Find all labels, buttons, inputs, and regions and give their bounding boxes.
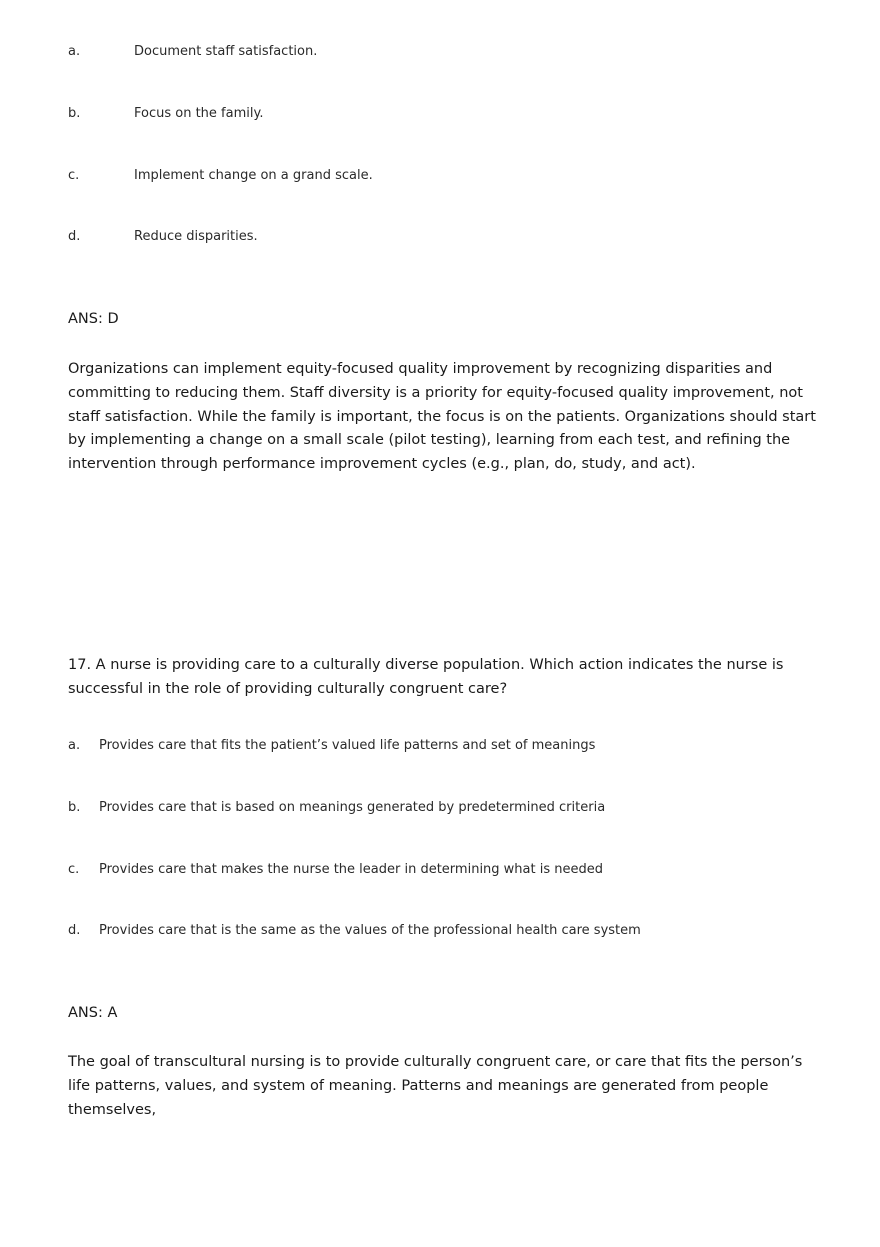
option-letter: a. [68, 738, 81, 753]
option-letter: c. [68, 168, 80, 183]
option-text: Focus on the family. [134, 106, 264, 121]
option-text: Provides care that is based on meanings generated by predetermined criteria [99, 800, 606, 815]
option-text: Provides care that fits the patient’s valued life patterns and set of meanings [99, 738, 596, 753]
option-letter: a. [68, 44, 81, 59]
q17-option-b [68, 799, 606, 817]
option-text: Reduce disparities. [134, 229, 258, 244]
option-text: Document staff satisfaction. [134, 44, 318, 59]
option-letter: c. [68, 862, 80, 877]
q17-answer: ANS: A [68, 1005, 118, 1021]
q16-rationale: Organizations can implement equity-focused quality improvement by recognizing disparities and committing to reducing them. Staff diversity is a priority for equity-focused quality improvement, not staff satisfaction. While the family is important, the focus is on the patients. Organizations should start by implementing a change on a small scale (pilot testing), learning from each test, and refining the intervention through performance improvement cycles (e.g., plan, do, study, and act). [68, 361, 816, 473]
q17-option-d [68, 922, 641, 940]
q16-option-b [68, 105, 264, 123]
option-letter: b. [68, 106, 81, 121]
q17-stem: 17. A nurse is providing care to a culturally diverse population. Which action indicates the nurse is successful in the role of providing culturally congruent care? [68, 657, 784, 697]
option-letter: b. [68, 800, 81, 815]
option-letter: d. [68, 229, 81, 244]
q16-option-c [68, 167, 373, 185]
q17-option-a [68, 737, 596, 755]
option-text: Provides care that makes the nurse the leader in determining what is needed [99, 862, 603, 877]
q16-answer: ANS: D [68, 311, 119, 327]
q16-option-d [68, 228, 258, 246]
q17-rationale: The goal of transcultural nursing is to provide culturally congruent care, or care that fits the person’s life patterns, values, and system of meaning. Patterns and meanings are generated from people themselves, [68, 1054, 803, 1118]
q17-option-c [68, 861, 603, 879]
option-text: Implement change on a grand scale. [134, 168, 373, 183]
option-letter: d. [68, 923, 81, 938]
q16-option-a [68, 43, 318, 61]
option-text: Provides care that is the same as the values of the professional health care system [99, 923, 641, 938]
